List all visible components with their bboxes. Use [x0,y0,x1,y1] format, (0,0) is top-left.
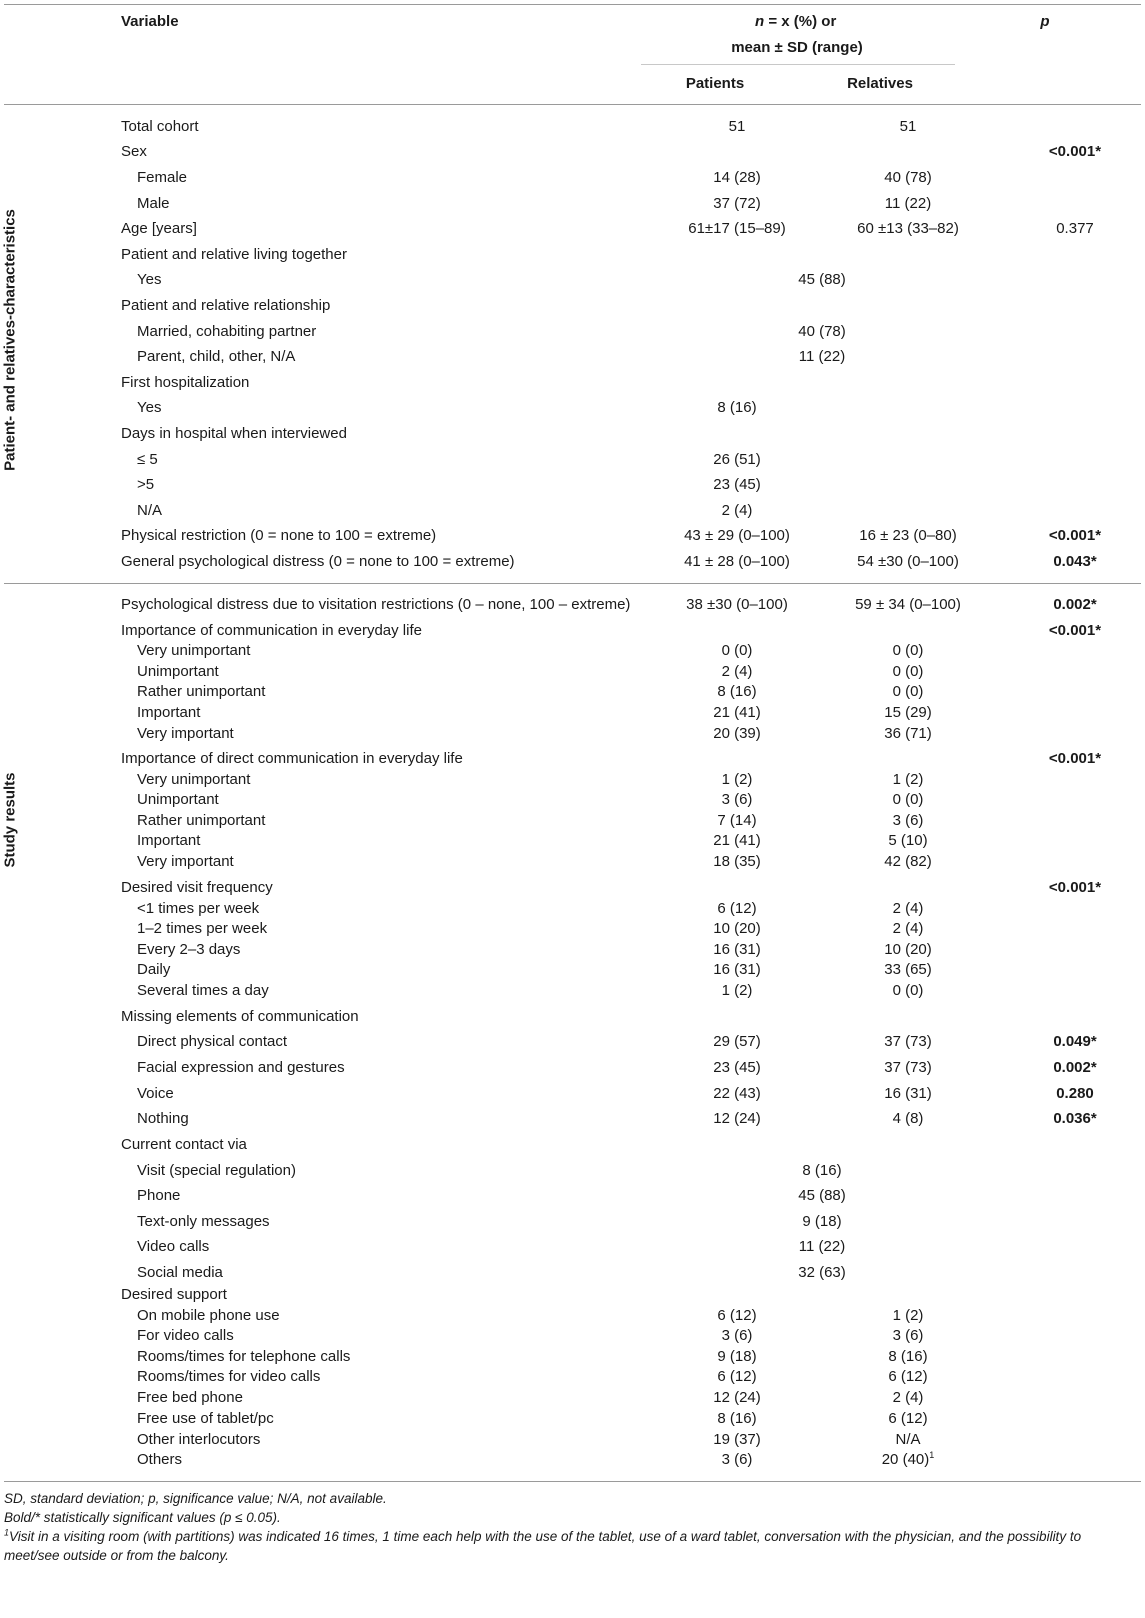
patients-value: 37 (72) [713,195,761,212]
row-label: Total cohort [121,118,199,135]
row-label: Current contact via [121,1136,247,1153]
table-row [0,526,1145,546]
row-label: 1–2 times per week [137,920,268,937]
relatives-value [808,168,1008,188]
table-bottom-rule [4,1481,1141,1482]
row-label: Others [137,1451,183,1468]
relatives-value-text: N/A [895,1431,921,1448]
table-row [0,682,1145,702]
patients-value: 51 [728,118,746,135]
relatives-value [808,960,1008,980]
patients-value: 16 (31) [713,941,761,958]
table-row [0,168,1145,188]
patients-value: 18 (35) [713,853,761,870]
row-label: Daily [137,961,171,978]
combined-value: 11 (22) [798,348,846,365]
table-row [0,770,1145,790]
relatives-value-text: 16 ± 23 (0–80) [859,527,957,544]
patients-value: 43 ± 29 (0–100) [684,527,790,544]
relatives-value [808,641,1008,661]
relatives-value-text: 36 (71) [884,725,932,742]
header-bottom-rule [4,104,1141,105]
relatives-value [808,526,1008,546]
relatives-value [808,682,1008,702]
relatives-value-text: 8 (16) [888,1348,928,1365]
patients-value: 41 ± 28 (0–100) [684,553,790,570]
table-row [0,1084,1145,1104]
table-row [0,296,1145,316]
row-label: Female [137,169,188,186]
header-p [1015,13,1075,30]
relatives-value-text: 1 (2) [892,1307,924,1324]
table-row [0,373,1145,393]
patients-value: 26 (51) [713,451,761,468]
combined-value: 32 (63) [798,1264,846,1281]
header-relatives: Relatives [847,75,913,92]
combined-value: 40 (78) [798,323,846,340]
row-label: Parent, child, other, N/A [137,348,296,365]
relatives-value [808,1388,1008,1408]
table-row [0,1212,1145,1232]
relatives-value [808,1430,1008,1450]
row-label: Visit (special regulation) [137,1162,296,1179]
table-row [0,981,1145,1001]
section-label-characteristics: Patient- and relatives-characteristics [1,209,19,471]
relatives-value-text: 6 (12) [888,1410,928,1427]
row-label: Yes [137,271,162,288]
relatives-value [808,831,1008,851]
relatives-value-text: 20 (40) [881,1451,930,1468]
patients-value: 9 (18) [717,1348,757,1365]
relatives-value [808,811,1008,831]
header-n-text: = x (%) or [768,13,837,30]
table-row [0,1135,1145,1155]
row-label: Rather unimportant [137,683,266,700]
patients-value: 20 (39) [713,725,761,742]
row-label: Sex [121,143,147,160]
p-value: <0.001* [1048,622,1102,639]
relatives-value-text: 15 (29) [884,704,932,721]
table-row [0,878,1145,898]
patients-value: 1 (2) [721,982,753,999]
header-p-var: p [1040,13,1050,30]
relatives-value [808,194,1008,214]
table-row [0,475,1145,495]
footnote-1-text: Visit in a visiting room (with partitions) was indicated 16 times, 1 time each help with the use of the tablet, use of a ward tablet, conversation with the physician, and the possibility to [9,1529,1082,1544]
row-label: First hospitalization [121,374,250,391]
relatives-value-text: 0 (0) [892,683,924,700]
row-label: Very unimportant [137,771,251,788]
combined-value: 8 (16) [802,1162,842,1179]
table-row [0,790,1145,810]
patients-value: 6 (12) [717,1368,757,1385]
footnote-1-cont: meet/see outside or from the balcony. [4,1548,229,1563]
relatives-value-text: 0 (0) [892,663,924,680]
row-label: Voice [137,1085,174,1102]
patients-value: 21 (41) [713,832,761,849]
table-row [0,117,1145,137]
row-label: Rooms/times for video calls [137,1368,321,1385]
row-label: Free bed phone [137,1389,243,1406]
p-value: 0.280 [1056,1085,1094,1102]
section-label-study-results: Study results [1,772,19,868]
table-row [0,194,1145,214]
row-label: Important [137,832,201,849]
combined-value: 9 (18) [802,1213,842,1230]
row-label: Physical restriction (0 = none to 100 = extreme) [121,527,437,544]
row-label: Patient and relative living together [121,246,347,263]
table-row [0,919,1145,939]
relatives-value-text: 33 (65) [884,961,932,978]
table-row [0,1367,1145,1387]
p-value: <0.001* [1048,143,1102,160]
row-label: Importance of direct communication in everyday life [121,750,463,767]
patients-value: 3 (6) [721,1451,753,1468]
table-row [0,552,1145,572]
p-value: <0.001* [1048,750,1102,767]
table-row [0,1058,1145,1078]
patients-value: 21 (41) [713,704,761,721]
relatives-value-text: 3 (6) [892,812,924,829]
table-row [0,703,1145,723]
table-row [0,142,1145,162]
relatives-value-text: 51 [899,118,917,135]
table-row [0,1285,1145,1305]
patients-value: 14 (28) [713,169,761,186]
patients-value: 23 (45) [713,1059,761,1076]
table-row [0,1263,1145,1283]
patients-value: 2 (4) [721,502,753,519]
table-row [0,940,1145,960]
row-label: Video calls [137,1238,210,1255]
table-row [0,641,1145,661]
table-row [0,724,1145,744]
row-label: Important [137,704,201,721]
relatives-value-text: 5 (10) [888,832,928,849]
table-row [0,501,1145,521]
table-row [0,1450,1145,1470]
table-row [0,1161,1145,1181]
row-label: For video calls [137,1327,234,1344]
table-row [0,450,1145,470]
header-sub-rule [641,64,955,65]
table-row [0,1007,1145,1027]
footnote-1-marker: 1 [4,1527,10,1538]
row-label: On mobile phone use [137,1307,280,1324]
table-row [0,347,1145,367]
table-row [0,1237,1145,1257]
relatives-value-text: 0 (0) [892,791,924,808]
relatives-value-text: 40 (78) [884,169,932,186]
table-row [0,852,1145,872]
row-label: Nothing [137,1110,189,1127]
relatives-value-text: 4 (8) [892,1110,924,1127]
patients-value: 8 (16) [717,683,757,700]
table-row [0,322,1145,342]
relatives-value [808,219,1008,239]
relatives-value-text: 2 (4) [892,900,924,917]
table-row [0,398,1145,418]
relatives-value [808,1367,1008,1387]
patients-value: 19 (37) [713,1431,761,1448]
patients-value: 61±17 (15–89) [688,220,786,237]
patients-value: 8 (16) [717,1410,757,1427]
row-label: Text-only messages [137,1213,270,1230]
table-row [0,219,1145,239]
relatives-value [808,1109,1008,1129]
p-value: 0.377 [1056,220,1094,237]
p-value: 0.002* [1053,596,1097,613]
relatives-value-text: 0 (0) [892,642,924,659]
relatives-value [808,595,1008,615]
patients-value: 16 (31) [713,961,761,978]
relatives-value [808,1032,1008,1052]
relatives-value [808,1058,1008,1078]
row-label: Free use of tablet/pc [137,1410,274,1427]
patients-value: 7 (14) [717,812,757,829]
row-label: Importance of communication in everyday life [121,622,422,639]
relatives-value-text: 0 (0) [892,982,924,999]
footnote-marker: 1 [929,1450,935,1460]
relatives-value [808,1450,1008,1470]
relatives-value [808,1347,1008,1367]
row-label: Married, cohabiting partner [137,323,317,340]
relatives-value [808,1306,1008,1326]
p-value: 0.043* [1053,553,1097,570]
table-row [0,1326,1145,1346]
row-label: Yes [137,399,162,416]
row-label: Very important [137,725,234,742]
row-label: Missing elements of communication [121,1008,359,1025]
relatives-value-text: 59 ± 34 (0–100) [855,596,961,613]
table-row [0,811,1145,831]
patients-value: 12 (24) [713,1389,761,1406]
row-label: Days in hospital when interviewed [121,425,347,442]
row-label: Several times a day [137,982,269,999]
table-row [0,270,1145,290]
relatives-value-text: 16 (31) [884,1085,932,1102]
row-label: Psychological distress due to visitation restrictions (0 – none, 100 – extreme) [121,596,631,613]
row-label: Rather unimportant [137,812,266,829]
relatives-value [808,770,1008,790]
table-row [0,1032,1145,1052]
relatives-value-text: 37 (73) [884,1033,932,1050]
row-label: >5 [137,476,155,493]
row-label: Age [years] [121,220,197,237]
table-row [0,1409,1145,1429]
row-label: ≤ 5 [137,451,158,468]
p-value: 0.002* [1053,1059,1097,1076]
relatives-value [808,919,1008,939]
relatives-value-text: 37 (73) [884,1059,932,1076]
relatives-value [808,662,1008,682]
section-divider-rule [4,583,1141,584]
patients-value: 3 (6) [721,791,753,808]
header-patients: Patients [685,75,745,92]
relatives-value [808,981,1008,1001]
table-row [0,1109,1145,1129]
patients-value: 29 (57) [713,1033,761,1050]
row-label: General psychological distress (0 = none to 100 = extreme) [121,553,515,570]
table-row [0,1306,1145,1326]
table-top-rule [4,4,1141,5]
row-label: Facial expression and gestures [137,1059,345,1076]
row-label: Rooms/times for telephone calls [137,1348,351,1365]
patients-value: 38 ±30 (0–100) [686,596,788,613]
patients-value: 22 (43) [713,1085,761,1102]
relatives-value-text: 2 (4) [892,1389,924,1406]
row-label: Phone [137,1187,181,1204]
row-label: Desired support [121,1286,227,1303]
relatives-value-text: 10 (20) [884,941,932,958]
table-row [0,1430,1145,1450]
relatives-value-text: 6 (12) [888,1368,928,1385]
relatives-value-text: 11 (22) [884,195,932,212]
patients-value: 1 (2) [721,771,753,788]
relatives-value-text: 3 (6) [892,1327,924,1344]
footnote-1 [4,1527,1139,1546]
patients-value: 0 (0) [721,642,753,659]
p-value: <0.001* [1048,879,1102,896]
table-row [0,245,1145,265]
relatives-value-text: 2 (4) [892,920,924,937]
table-row [0,595,1145,615]
relatives-value-text: 54 ±30 (0–100) [857,553,959,570]
header-n-line2: mean ± SD (range) [731,39,863,56]
combined-value: 11 (22) [798,1238,846,1255]
table-row [0,621,1145,641]
header-variable: Variable [121,13,179,30]
row-label: Male [137,195,170,212]
header-n-var: n [755,13,765,30]
row-label: Very important [137,853,234,870]
relatives-value-text: 60 ±13 (33–82) [857,220,959,237]
row-label: Direct physical contact [137,1033,288,1050]
row-label: Other interlocutors [137,1431,261,1448]
table-row [0,424,1145,444]
patients-value: 23 (45) [713,476,761,493]
relatives-value [808,940,1008,960]
row-label: Very unimportant [137,642,251,659]
row-label: Desired visit frequency [121,879,273,896]
row-label: Social media [137,1264,223,1281]
combined-value: 45 (88) [798,271,846,288]
combined-value: 45 (88) [798,1187,846,1204]
relatives-value [808,117,1008,137]
table-row [0,960,1145,980]
p-value: <0.001* [1048,527,1102,544]
relatives-value-text: 42 (82) [884,853,932,870]
table-row [0,1388,1145,1408]
table-row [0,1186,1145,1206]
relatives-value [808,552,1008,572]
footnote-abbrev: SD, standard deviation; p, significance value; N/A, not available. [4,1491,387,1506]
patients-value: 6 (12) [717,900,757,917]
relatives-value [808,724,1008,744]
footnote-bold: Bold/* statistically significant values (p ≤ 0.05). [4,1510,281,1525]
row-label: Unimportant [137,663,219,680]
relatives-value [808,703,1008,723]
relatives-value [808,852,1008,872]
relatives-value [808,1326,1008,1346]
p-value: 0.036* [1053,1110,1097,1127]
table-row [0,1347,1145,1367]
table-row [0,662,1145,682]
patients-value: 2 (4) [721,663,753,680]
table-row [0,749,1145,769]
row-label: Every 2–3 days [137,941,241,958]
table-row [0,899,1145,919]
row-label: <1 times per week [137,900,260,917]
row-label: Unimportant [137,791,219,808]
row-label: Patient and relative relationship [121,297,331,314]
patients-value: 10 (20) [713,920,761,937]
patients-value: 3 (6) [721,1327,753,1344]
relatives-value [808,899,1008,919]
relatives-value [808,1084,1008,1104]
relatives-value [808,790,1008,810]
patients-value: 12 (24) [713,1110,761,1127]
relatives-value-text: 1 (2) [892,771,924,788]
relatives-value [808,1409,1008,1429]
patients-value: 6 (12) [717,1307,757,1324]
table-row [0,831,1145,851]
header-n-line1 [710,13,910,30]
patients-value: 8 (16) [717,399,757,416]
p-value: 0.049* [1053,1033,1097,1050]
row-label: N/A [137,502,163,519]
